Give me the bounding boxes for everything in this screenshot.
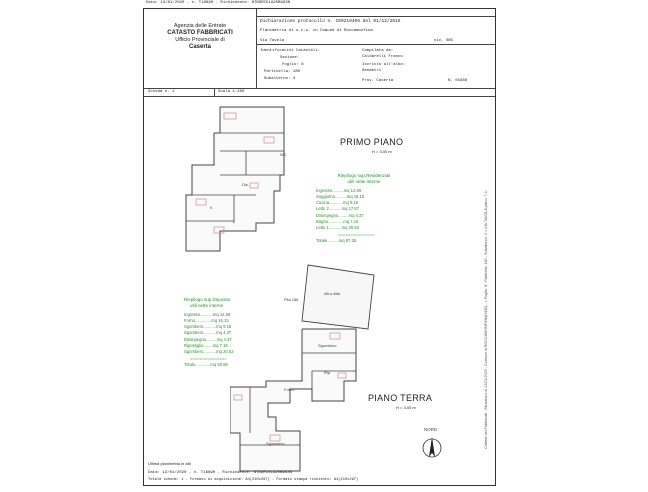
summary-title: Riepilogo sup.Deposito (184, 297, 231, 302)
summary-row: Letto 2...........mq 17.57 (316, 206, 360, 212)
registered-albo: Geometri (362, 69, 382, 73)
office-provincial: Ufficio Provinciale di (175, 37, 225, 43)
primo-piano-floorplan (184, 103, 294, 253)
room-label-sgombero: Sgombero (318, 343, 337, 348)
altra-ditta-label: Altra ditta (324, 292, 341, 296)
office-city: Caserta (188, 44, 211, 50)
summary-row: Disimpegno.........mq 4.37 (184, 336, 232, 342)
registered-title: Iscritto all'albo: (362, 63, 406, 67)
subalterno: Subalterno: 3 (264, 77, 296, 81)
registration-number: N. 01688 (448, 79, 468, 83)
summary-subtitle: utili nette interne (347, 179, 381, 185)
catasto-title: CATASTO FABBRICATI (167, 30, 233, 36)
province: Prov. Caserta (362, 79, 394, 83)
summary-title: Riepilogo sup.Residenziali (337, 173, 391, 178)
summary-row: Soggiorno..........mq 16.15 (316, 193, 365, 199)
summary-row: Ingresso...........mq 12.69 (184, 311, 231, 317)
protocol-line: Dichiarazione protocollo n. CE0219409 del 01/12/2016 (260, 19, 401, 24)
room-label-k: K (210, 205, 213, 210)
piano-terra-height: H = 3.00 m (396, 405, 416, 410)
foglio: Foglio: 8 (282, 63, 304, 67)
room-label-rip: Rip. (324, 370, 332, 375)
footer-request-line: Data: 13/01/2020 - n. T16890 - Richiedente: NTNDRC51A25B963N (148, 471, 293, 475)
summary-row: Sgombero...........mq 9.16 (184, 324, 232, 330)
footer-format-line: Totale schede: 1 - Formato di acquisizione: A4(210x297) - Formato stampa richiesto: A4(210x297) (148, 478, 359, 482)
sezione: Sezione: (280, 56, 300, 60)
piano-terra-title: PIANO TERRA (368, 393, 433, 403)
summary-row: Disimpegno.........mq 4.37 (316, 212, 364, 218)
summary-row: Ingresso..........mq 12.69 (316, 187, 362, 193)
summary-row: Bagno.............mq 7.16 (316, 219, 359, 225)
summary-row: Sgombero...........mq 20.52 (184, 349, 234, 355)
room-label-sgombero-lower: Sgombero (266, 441, 285, 446)
summary-row: Cucina............mq 9.16 (316, 200, 359, 206)
north-label: NORD (424, 427, 438, 432)
room-label-wc: WC (280, 152, 287, 157)
primo-piano-height: H = 3.00 m (372, 149, 392, 154)
cadastral-sheet (143, 8, 496, 486)
office-block (144, 23, 256, 51)
summary-subtitle: utili nette interne (190, 303, 224, 309)
scale: Scala 1:200 (218, 90, 245, 94)
summary-row: Forno..............mq 16.15 (184, 317, 229, 323)
summary-separator: =============== (190, 355, 227, 361)
summary-total: Totale.............mq 93.59 (184, 361, 228, 367)
plot-label: Plla 186 (284, 297, 299, 302)
room-label-dis: Dis. (242, 182, 249, 187)
identifiers-title: Identificativi Catastali: (260, 49, 321, 53)
planimetry-line: Planimetria di u.i.u. in Comune di Roccamonfina (260, 29, 373, 33)
primo-piano-title: PRIMO PIANO (340, 137, 404, 147)
last-plan-note: Ultima planimetria in atti (148, 461, 191, 466)
particella: Particella: 180 (264, 70, 301, 74)
room-label-forno: Forno (284, 387, 295, 392)
summary-separator: =============== (338, 231, 375, 237)
north-arrow-icon (421, 435, 443, 461)
compiled-by-name: Caldarelli Franco (362, 55, 403, 59)
piano-terra-summary (184, 297, 280, 368)
compiled-by-title: Compilata da: (362, 49, 394, 53)
address-line: Via Tavola (260, 39, 285, 43)
side-vertical-text: Catasto dei Fabbricati - Situazione al 13/01/2020 - Comune di ROCCAMONFINA(H436) - < Foglio: 8 - Particella: 180 - Subalterno: 3 > VIA TAVOLA piano: T-1; (484, 190, 488, 449)
civic-number: civ. SNC (434, 39, 454, 43)
summary-total: Totale..........mq 87.25 (316, 237, 357, 243)
summary-row: Sgombero...........mq 4.37 (184, 330, 232, 336)
agency-name: Agenzia delle Entrate (173, 23, 227, 29)
summary-row: Ripostiglio........mq 7.16 (184, 343, 228, 349)
top-left-request-line: Data: 13/01/2020 - n. T16890 - Richiedente: NTNDRC51A25B963N (146, 1, 291, 5)
summary-row: Letto 1...........mq 20.52 (316, 225, 360, 231)
primo-piano-summary (316, 173, 412, 244)
sheet-number: Scheda n. 1 (148, 90, 175, 94)
